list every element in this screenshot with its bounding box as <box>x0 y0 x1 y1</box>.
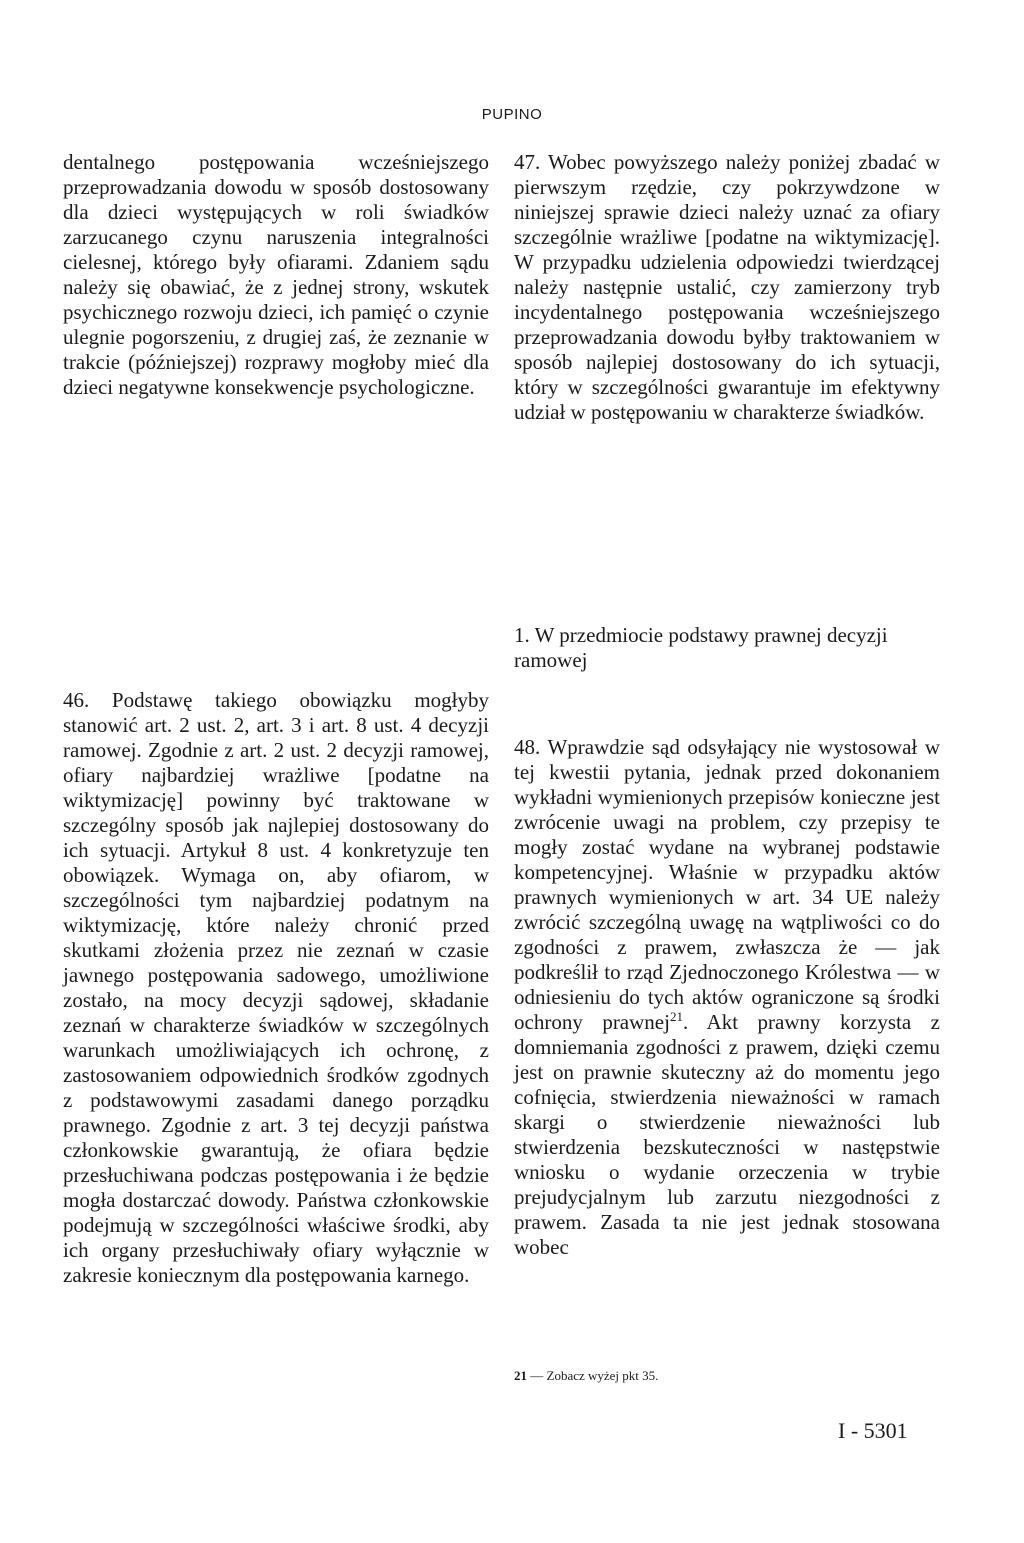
paragraph-continuation: dentalnego postępowania wcześniejszego przeprowadzania dowodu w sposób dostosowany dla dzieci występujących w roli świadków zarzucanego czynu naruszenia integralności cielesnej, którego były ofiarami. Zdaniem sądu należy się obawiać, że z jednej strony, wskutek psychicznego rozwoju dzieci, ich pamięć o czynie ulegnie pogorszeniu, z drugiej zaś, że zeznanie w trakcie (późniejszej) rozprawy mogłoby mieć dla dzieci negatywne konsekwencje psychologiczne. <box>63 150 489 399</box>
page-number: I - 5301 <box>838 1418 908 1443</box>
paragraph-48 <box>514 735 940 1260</box>
paragraph-46: 46. Podstawę takiego obowiązku mogłyby stanowić art. 2 ust. 2, art. 3 i art. 8 ust. 4 decyzji ramowej. Zgodnie z art. 2 ust. 2 decyzji ramowej, ofiary najbardziej wrażliwe [podatne na wiktymizację] powinny być traktowane w szczególny sposób jak najlepiej dostosowany do ich sytuacji. Artykuł 8 ust. 4 konkretyzuje ten obowiązek. Wymaga on, aby ofiarom, w szczególności tym najbardziej podatnym na wiktymizację, które należy chronić przed skutkami złożenia przez nie zeznań w czasie jawnego postępowania sadowego, umożliwione zostało, na mocy decyzji sądowej, składanie zeznań w charakterze świadków w szczególnych warunkach umożliwiających ich ochronę, z zastosowaniem odpowiednich środków zgodnych z podstawowymi zasadami danego porządku prawnego. Zgodnie z art. 3 tej decyzji państwa członkowskie gwarantują, że ofiara będzie przesłuchiwana podczas postępowania i że będzie mogła dostarczać dowody. Państwa członkowskie podejmują w szczególności właściwe środki, aby ich organy przesłuchiwały ofiary wyłącznie w zakresie koniecznym dla postępowania karnego. <box>63 688 489 1287</box>
section-heading <box>514 623 940 673</box>
footnote-reference[interactable]: 21 <box>669 1009 683 1024</box>
right-column-bottom <box>514 735 940 1260</box>
left-column-top <box>63 150 489 400</box>
paragraph-48-part-2: . Akt prawny korzysta z domniemania zgodności z prawem, dzięki czemu jest on prawnie skuteczny aż do momentu jego cofnięcia, stwierdzenia nieważności w ramach skargi o stwierdzenie nieważności lub stwierdzenia bezskuteczności w następstwie wniosku o wydanie orzeczenia w trybie prejudycjalnym lub zarzutu niezgodności z prawem. Zasada ta nie jest jednak stosowana wobec <box>514 1010 940 1259</box>
footnote-text: — Zobacz wyżej pkt 35. <box>527 1368 659 1383</box>
left-column-bottom <box>63 688 489 1288</box>
paragraph-47: 47. Wobec powyższego należy poniżej zbadać w pierwszym rzędzie, czy pokrzywdzone w niniejszej sprawie dzieci należy uznać za ofiary szczególnie wrażliwe [podatne na wiktymizację]. W przypadku udzielenia odpowiedzi twierdzącej należy następnie ustalić, czy zamierzony tryb incydentalnego postępowania wcześniejszego przeprowadzania dowodu byłby traktowaniem w sposób najlepiej dostosowany do ich sytuacji, który w szczególności gwarantuje im efektywny udział w postępowaniu w charakterze świadków. <box>514 150 940 424</box>
right-column-top <box>514 150 940 425</box>
footnote <box>514 1368 940 1384</box>
paragraph-48-part-1: 48. Wprawdzie sąd odsyłający nie wystosował w tej kwestii pytania, jednak przed dokonaniem wykładni wymienionych przepisów konieczne jest zwrócenie uwagi na problem, czy przepisy te mogły zostać wydane na wybranej podstawie kompetencyjnej. Właśnie w przypadku aktów prawnych wymienionych w art. 34 UE należy zwrócić szczególną uwagę na wątpliwości co do zgodności z prawem, zwłaszcza że — jak podkreślił to rząd Zjednoczonego Królestwa — w odniesieniu do tych aktów ograniczone są środki ochrony prawnej <box>514 735 940 1034</box>
running-header: PUPINO <box>481 106 543 123</box>
footnote-marker: 21 <box>514 1368 527 1383</box>
section-heading-text: 1. W przedmiocie podstawy prawnej decyzji ramowej <box>514 623 888 672</box>
